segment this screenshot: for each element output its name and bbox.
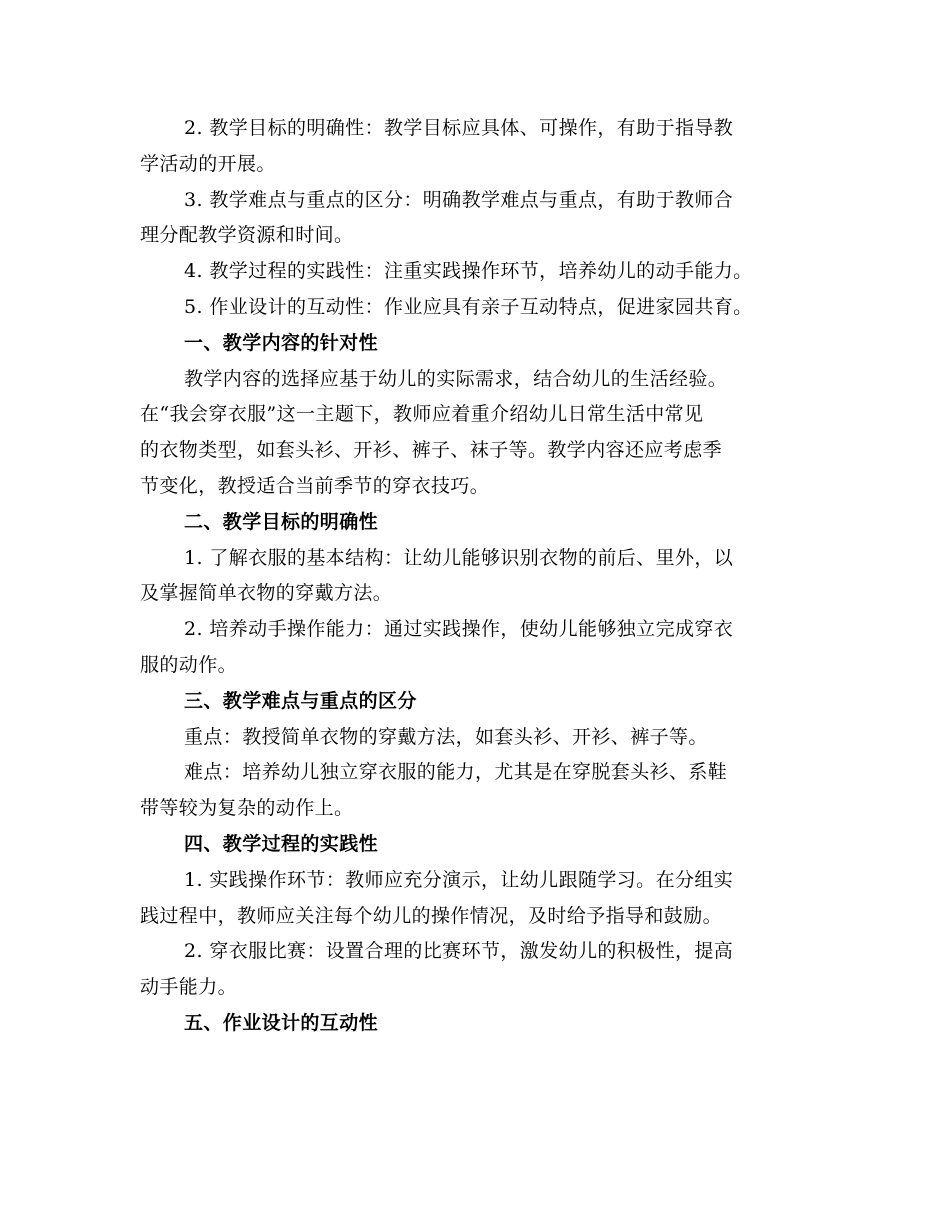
paragraph-line: 2. 穿衣服比赛：设置合理的比赛环节，激发幼儿的积极性，提高 xyxy=(184,940,734,963)
document-page xyxy=(140,111,816,1042)
paragraph-line: 在“我会穿衣服”这一主题下，教师应着重介绍幼儿日常生活中常见 xyxy=(140,403,704,426)
section-heading: 四、教学过程的实践性 xyxy=(184,832,379,855)
section-heading: 二、教学目标的明确性 xyxy=(184,510,379,533)
paragraph xyxy=(140,863,816,935)
paragraph-line: 1. 实践操作环节：教师应充分演示，让幼儿跟随学习。在分组实 xyxy=(184,868,734,891)
paragraph xyxy=(140,111,816,183)
paragraph-line: 教学内容的选择应基于幼儿的实际需求，结合幼儿的生活经验。 xyxy=(184,367,728,390)
paragraph xyxy=(140,183,816,255)
paragraph-line: 4. 教学过程的实践性：注重实践操作环节，培养幼儿的动手能力。 xyxy=(184,260,753,283)
paragraph-line: 节变化，教授适合当前季节的穿衣技巧。 xyxy=(140,474,490,497)
paragraph xyxy=(140,755,816,827)
paragraph-line: 2. 教学目标的明确性：教学目标应具体、可操作，有助于指导教 xyxy=(184,117,734,139)
section-heading: 三、教学难点与重点的区分 xyxy=(184,689,417,712)
paragraph xyxy=(140,934,816,1006)
paragraph-line: 理分配教学资源和时间。 xyxy=(140,224,354,247)
paragraph-line: 学活动的开展。 xyxy=(140,152,276,175)
paragraph-line: 重点：教授简单衣物的穿戴方法，如套头衫、开衫、裤子等。 xyxy=(184,725,708,748)
paragraph-line: 3. 教学难点与重点的区分：明确教学难点与重点，有助于教师合 xyxy=(184,188,734,211)
paragraph-line: 5. 作业设计的互动性：作业应具有亲子互动特点，促进家园共育。 xyxy=(184,295,753,318)
paragraph xyxy=(140,720,816,756)
paragraph-line: 的衣物类型，如套头衫、开衫、裤子、袜子等。教学内容还应考虑季 xyxy=(140,439,723,462)
paragraph-line: 1. 了解衣服的基本结构：让幼儿能够识别衣物的前后、里外，以 xyxy=(184,546,734,569)
paragraph xyxy=(140,290,816,326)
paragraph-line: 践过程中，教师应关注每个幼儿的操作情况，及时给予指导和鼓励。 xyxy=(140,904,723,927)
paragraph-line: 2. 培养动手操作能力：通过实践操作，使幼儿能够独立完成穿衣 xyxy=(184,618,734,641)
section-heading: 五、作业设计的互动性 xyxy=(184,1011,379,1034)
paragraph xyxy=(140,612,816,684)
paragraph-line: 服的动作。 xyxy=(140,653,238,676)
paragraph-line: 及掌握简单衣物的穿戴方法。 xyxy=(140,582,393,605)
paragraph-line: 动手能力。 xyxy=(140,976,238,999)
paragraph xyxy=(140,362,816,505)
paragraph xyxy=(140,541,816,613)
paragraph xyxy=(140,254,816,290)
paragraph-line: 难点：培养幼儿独立穿衣服的能力，尤其是在穿脱套头衫、系鞋 xyxy=(184,761,728,784)
section-heading: 一、教学内容的针对性 xyxy=(184,331,379,354)
paragraph-line: 带等较为复杂的动作上。 xyxy=(140,797,354,820)
